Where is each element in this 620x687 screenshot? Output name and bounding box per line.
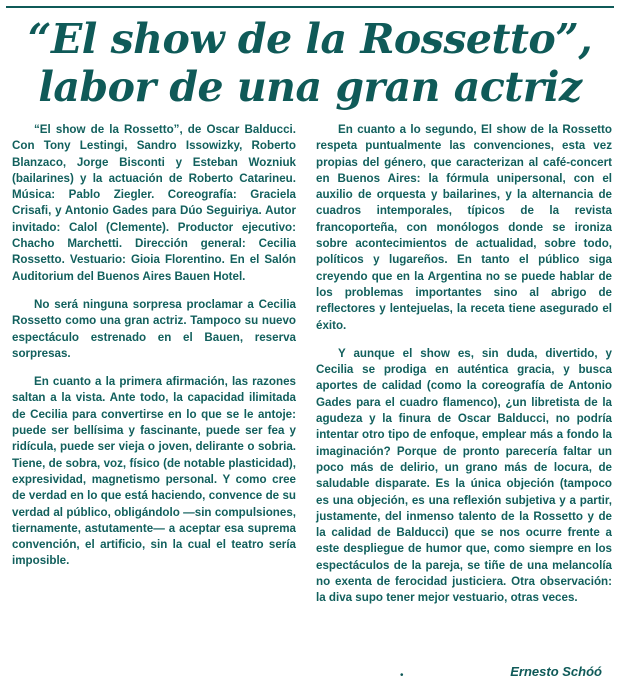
author-signature: Ernesto Schóó xyxy=(510,664,602,679)
article-paragraph-2: En cuanto a la primera afirmación, las razones saltan a la vista. Ante todo, la capacidad ilimitada de Cecilia para convertirse en lo que se le antoje: puede ser bellísima y fascinante, puede ser fea y ridícula, puede ser vieja o joven, delirante o sobria. Tiene, de sobra, voz, físico (de notable plasticidad), expresividad, magnetismo personal. Y como cree de verdad en lo que está haciendo, convence de su verdad al público, obligándolo —sin compulsiones, tiernamente, astutamente— a aceptar esa suprema convención, el artificio, sin la cual el teatro sería imposible. xyxy=(12,375,296,568)
article-column-left xyxy=(12,122,296,582)
top-rule xyxy=(6,6,614,8)
dot-mark: • xyxy=(400,670,404,681)
headline-line-1: “El show de la Rossetto”, xyxy=(27,15,593,63)
article-paragraph-3: En cuanto a lo segundo, El show de la Rossetto respeta puntualmente las convenciones, esta vez propias del género, que caracterizan al café-concert en Buenos Aires: la fórmula unipersonal, con el auxilio de orquesta y bailarines, y la alternancia de cuadros intemporales, típicos de la revista francoporteña, con monólogos donde se ironiza sobre acontecimientos de actualidad, sobre todo, políticos y lugareños. En tanto el público siga creyendo que en la Argentina no se puede hablar de los problemas importantes sino al abrigo de reflectores y lentejuelas, la receta tiene asegurado el éxito. xyxy=(316,123,612,332)
article-column-right xyxy=(316,122,612,619)
headline-line-2: labor de una gran actriz xyxy=(38,63,582,111)
credits-paragraph: “El show de la Rossetto”, de Oscar Balducci. Con Tony Lestingi, Sandro Issowizky, Roberto Blanzaco, Jorge Bisconti y Esteban Wozniuk (bailarines) y la actuación de Roberto Catarineu. Música: Pablo Ziegler. Coreografía: Graciela Crisafi, y Antonio Gades para Dúo Seguiriya. Autor invitado: Calol (Clemente). Productor ejecutivo: Chacho Marchetti. Dirección general: Cecilia Rossetto. Vestuario: Gioia Florentino. En el Salón Auditorium del Buenos Aires Bauen Hotel. xyxy=(12,123,296,283)
article-paragraph-4: Y aunque el show es, sin duda, divertido, y Cecilia se prodiga en auténtica gracia, y busca aportes de calidad (como la coreografía de Antonio Gades para el cuadro flamenco), ¿un libretista de la agudeza y la finura de Oscar Balducci, no podría intentar otro tipo de enfoque, emplear más a fondo la imaginación? Porque de pronto parecería faltar un poco más de delirio, un grano más de locura, de saludable disparate. Es la única objeción (tampoco es una objeción, es una reflexión subjetiva y a partir, justamente, del inmenso talento de la Rossetto y de la calidad de Balducci) que se nos ocurre frente a este despliegue de humor que, como siempre en los espectáculos de la pareja, se tiñe de una melancolía no exenta de ferocidad justiciera. Otra observación: la diva supo tener mejor vestuario, otras veces. xyxy=(316,346,612,605)
article-paragraph-1: No será ninguna sorpresa proclamar a Cecilia Rossetto como una gran actriz. Tampoco su nuevo espectáculo estrenado en el Bauen, reserva sorpresas. xyxy=(12,297,296,360)
